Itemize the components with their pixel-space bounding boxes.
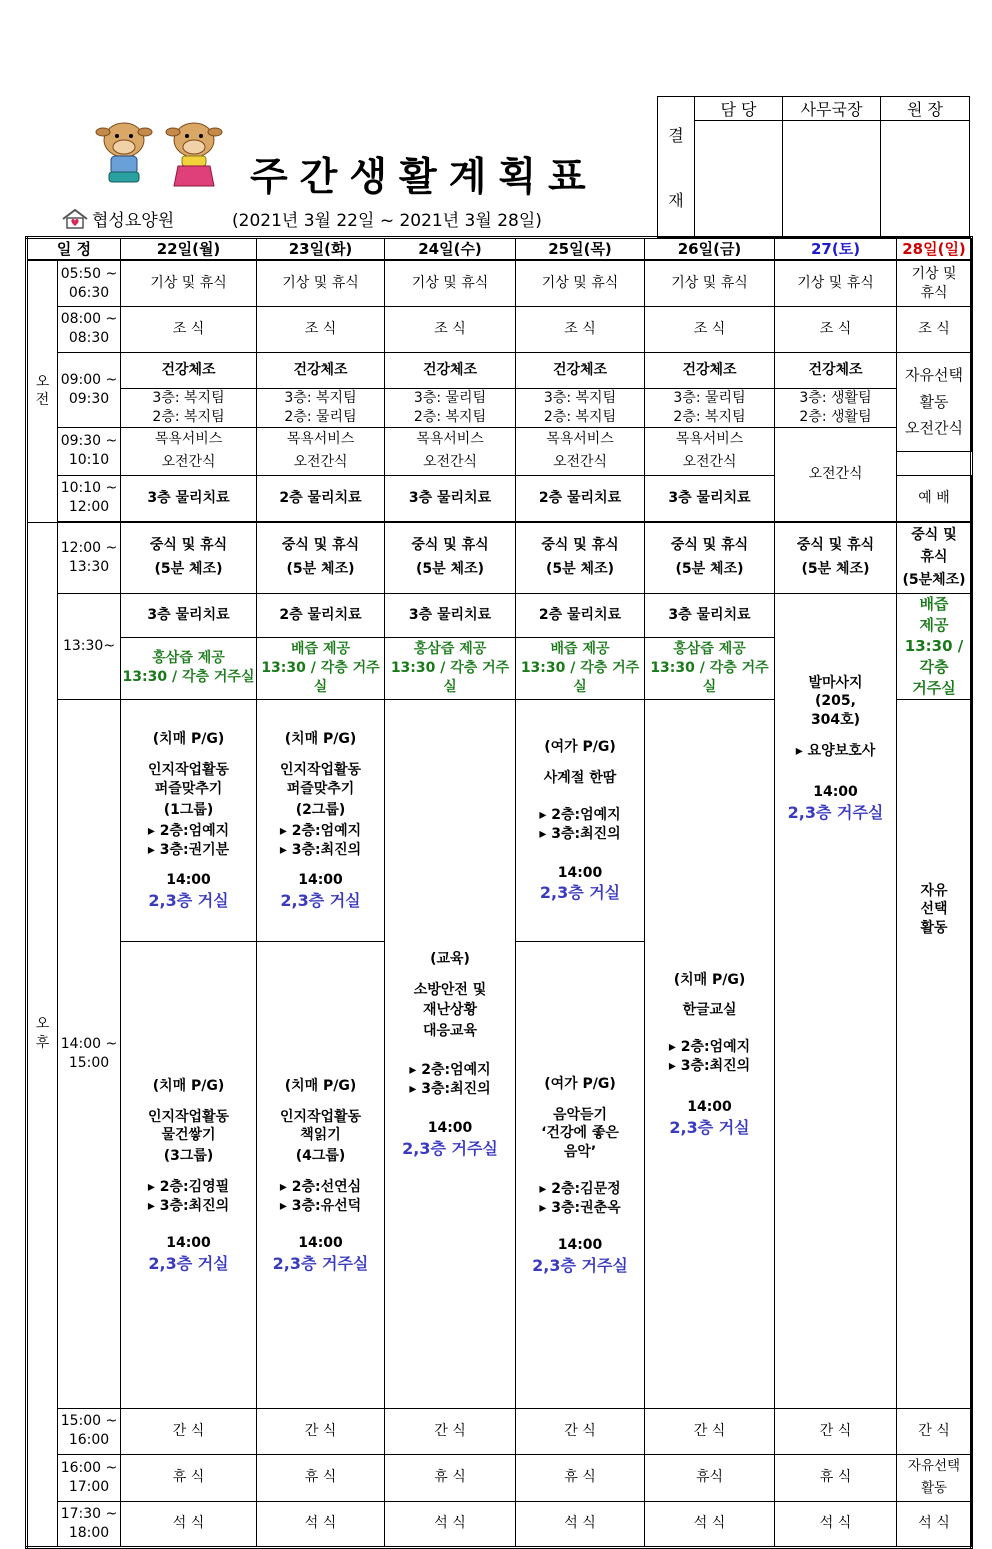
breakfast-mon: 조 식 (121, 306, 257, 352)
wake-mon: 기상 및 휴식 (121, 260, 257, 306)
time-slot: 08:00 ~ 08:30 (58, 306, 121, 352)
page-header (0, 0, 992, 236)
snack-wed: 간 식 (385, 1408, 516, 1454)
day-header-wed: 24일(수) (385, 238, 516, 261)
day-header-tue: 23일(화) (257, 238, 385, 261)
bath-fri: 목욕서비스 (645, 427, 775, 451)
lunch-sun: 중식 및 휴식 (5분체조) (897, 522, 972, 593)
approval-role-manager: 담 당 (695, 97, 783, 121)
worship-sun: 예 배 (897, 475, 972, 521)
team-fri: 3층: 물리팀 2층: 복지팀 (645, 388, 775, 427)
breakfast-thu: 조 식 (516, 306, 645, 352)
snack-sat: 간 식 (775, 1408, 897, 1454)
house-heart-icon (62, 209, 88, 229)
program-thu-leisure1: (여가 P/G) 사계절 한땀 ▸ 2층:엄예지 ▸ 3층:최진의 14:00 2,3층 거실 (516, 699, 645, 941)
am-snack-wed: 오전간식 (385, 451, 516, 475)
dinner-tue: 석 식 (257, 1501, 385, 1547)
dinner-sat: 석 식 (775, 1501, 897, 1547)
time-slot: 14:00 ~ 15:00 (58, 699, 121, 1408)
time-slot: 15:00 ~ 16:00 (58, 1408, 121, 1454)
physio-am-mon: 3층 물리치료 (121, 475, 257, 521)
approval-side-label: 결 재 (658, 97, 695, 238)
wake-sun: 기상 및 휴식 (897, 260, 972, 306)
time-slot: 17:30 ~ 18:00 (58, 1501, 121, 1547)
time-slot: 12:00 ~ 13:30 (58, 522, 121, 593)
time-slot: 09:30 ~ 10:10 (58, 427, 121, 475)
exercise-tue: 건강체조 (257, 352, 385, 388)
sun-juice: 배즙 제공 13:30 / 각층 거주실 (897, 593, 972, 699)
exercise-sat: 건강체조 (775, 352, 897, 388)
time-slot: 05:50 ~ 06:30 (58, 260, 121, 306)
juice-fri: 홍삼즙 제공 13:30 / 각층 거주실 (645, 638, 775, 699)
dinner-fri: 석 식 (645, 1501, 775, 1547)
physio-am-tue: 2층 물리치료 (257, 475, 385, 521)
rest-mon: 휴 식 (121, 1454, 257, 1501)
time-slot: 10:10 ~ 12:00 (58, 475, 121, 521)
program-wed-education: (교육) 소방안전 및 재난상황 대응교육 ▸ 2층:엄예지 ▸ 3층:최진의 14:00 2,3층 거주실 (385, 699, 516, 1408)
rest-thu: 휴 식 (516, 1454, 645, 1501)
snack-fri: 간 식 (645, 1408, 775, 1454)
dinner-sun: 석 식 (897, 1501, 972, 1547)
breakfast-fri: 조 식 (645, 306, 775, 352)
am-label: 오 전 (27, 260, 58, 522)
exercise-thu: 건강체조 (516, 352, 645, 388)
physio-pm-mon: 3층 물리치료 (121, 593, 257, 638)
approval-role-director: 원 장 (881, 97, 970, 121)
wake-tue: 기상 및 휴식 (257, 260, 385, 306)
lunch-tue: 중식 및 휴식 (5분 체조) (257, 522, 385, 593)
header-label: 일 정 (27, 238, 121, 261)
program-mon-group1: (치매 P/G) 인지작업활동 퍼즐맞추기 (1그룹) ▸ 2층:엄예지 ▸ 3층:권기분 14:00 2,3층 거실 (121, 699, 257, 941)
team-tue: 3층: 복지팀 2층: 물리팀 (257, 388, 385, 427)
day-header-thu: 25일(목) (516, 238, 645, 261)
rest-tue: 휴 식 (257, 1454, 385, 1501)
dinner-wed: 석 식 (385, 1501, 516, 1547)
physio-am-thu: 2층 물리치료 (516, 475, 645, 521)
exercise-mon: 건강체조 (121, 352, 257, 388)
juice-wed: 홍삼즙 제공 13:30 / 각층 거주실 (385, 638, 516, 699)
juice-tue: 배즙 제공 13:30 / 각층 거주실 (257, 638, 385, 699)
day-header-sun: 28일(일) (897, 238, 972, 261)
cow-mascot-boy-icon (94, 112, 154, 190)
time-slot: 16:00 ~ 17:00 (58, 1454, 121, 1501)
physio-am-fri: 3층 물리치료 (645, 475, 775, 521)
lunch-mon: 중식 및 휴식 (5분 체조) (121, 522, 257, 593)
physio-am-wed: 3층 물리치료 (385, 475, 516, 521)
page-title: 주간생활계획표 (250, 155, 598, 200)
breakfast-wed: 조 식 (385, 306, 516, 352)
rest-wed: 휴 식 (385, 1454, 516, 1501)
approval-sign-director[interactable] (881, 121, 970, 238)
approval-sign-manager[interactable] (695, 121, 783, 238)
program-mon-group3: (치매 P/G) 인지작업활동 물건쌓기 (3그룹) ▸ 2층:김영필 ▸ 3층:최진의 14:00 2,3층 거실 (121, 941, 257, 1408)
am-snack-thu: 오전간식 (516, 451, 645, 475)
exercise-fri: 건강체조 (645, 352, 775, 388)
dinner-mon: 석 식 (121, 1501, 257, 1547)
lunch-wed: 중식 및 휴식 (5분 체조) (385, 522, 516, 593)
team-wed: 3층: 물리팀 2층: 복지팀 (385, 388, 516, 427)
am-snack-tue: 오전간식 (257, 451, 385, 475)
org-label: 협성요양원 (92, 211, 175, 231)
am-snack-fri: 오전간식 (645, 451, 775, 475)
day-header-sat: 27(토) (775, 238, 897, 261)
dinner-thu: 석 식 (516, 1501, 645, 1547)
snack-thu: 간 식 (516, 1408, 645, 1454)
juice-mon: 홍삼즙 제공 13:30 / 각층 거주실 (121, 638, 257, 699)
bath-tue: 목욕서비스 (257, 427, 385, 451)
bath-mon: 목욕서비스 (121, 427, 257, 451)
approval-sign-secretary[interactable] (783, 121, 881, 238)
rest-sat: 휴 식 (775, 1454, 897, 1501)
wake-thu: 기상 및 휴식 (516, 260, 645, 306)
snack-tue: 간 식 (257, 1408, 385, 1454)
physio-pm-thu: 2층 물리치료 (516, 593, 645, 638)
program-fri-hangul: (치매 P/G) 한글교실 ▸ 2층:엄예지 ▸ 3층:최진의 14:00 2,3층 거실 (645, 699, 775, 1408)
cow-mascot-girl-icon (164, 112, 224, 190)
wake-fri: 기상 및 휴식 (645, 260, 775, 306)
approval-role-secretary: 사무국장 (783, 97, 881, 121)
lunch-sat: 중식 및 휴식 (5분 체조) (775, 522, 897, 593)
program-thu-leisure2: (여가 P/G) 음악듣기 ‘건강에 좋은 음악’ ▸ 2층:김문정 ▸ 3층:권춘옥 14:00 2,3층 거주실 (516, 941, 645, 1408)
day-header-mon: 22일(월) (121, 238, 257, 261)
wake-wed: 기상 및 휴식 (385, 260, 516, 306)
bath-wed: 목욕서비스 (385, 427, 516, 451)
program-tue-group4: (치매 P/G) 인지작업활동 책읽기 (4그룹) ▸ 2층:선연심 ▸ 3층:유선덕 14:00 2,3층 거주실 (257, 941, 385, 1408)
org-name (62, 206, 174, 231)
am-snack-mon: 오전간식 (121, 451, 257, 475)
bath-thu: 목욕서비스 (516, 427, 645, 451)
team-thu: 3층: 복지팀 2층: 복지팀 (516, 388, 645, 427)
snack-mon: 간 식 (121, 1408, 257, 1454)
time-slot: 09:00 ~ 09:30 (58, 352, 121, 427)
lunch-fri: 중식 및 휴식 (5분 체조) (645, 522, 775, 593)
am-snack-sat: 오전간식 (775, 427, 897, 521)
breakfast-tue: 조 식 (257, 306, 385, 352)
rest-sun: 자유선택 활동 (897, 1454, 972, 1501)
program-tue-group2: (치매 P/G) 인지작업활동 퍼즐맞추기 (2그룹) ▸ 2층:엄예지 ▸ 3층:최진의 14:00 2,3층 거실 (257, 699, 385, 941)
juice-thu: 배즙 제공 13:30 / 각층 거주실 (516, 638, 645, 699)
breakfast-sun: 조 식 (897, 306, 972, 352)
physio-pm-tue: 2층 물리치료 (257, 593, 385, 638)
snack-sun: 간 식 (897, 1408, 972, 1454)
sat-foot-massage: 발마사지 (205, 304호) ▸ 요양보호사 14:00 2,3층 거주실 (775, 593, 897, 1408)
rest-fri: 휴식 (645, 1454, 775, 1501)
schedule-period: (2021년 3월 22일 ~ 2021년 3월 28일) (232, 211, 542, 231)
physio-pm-fri: 3층 물리치료 (645, 593, 775, 638)
physio-pm-wed: 3층 물리치료 (385, 593, 516, 638)
pm-label: 오 후 (27, 522, 58, 1547)
team-mon: 3층: 복지팀 2층: 복지팀 (121, 388, 257, 427)
sun-morning-activity: 자유선택 활동 오전간식 (897, 352, 972, 451)
day-header-fri: 26일(금) (645, 238, 775, 261)
lunch-thu: 중식 및 휴식 (5분 체조) (516, 522, 645, 593)
team-sat: 3층: 생활팀 2층: 생활팀 (775, 388, 897, 427)
time-slot: 13:30~ (58, 593, 121, 699)
sun-free-activity: 자유 선택 활동 (897, 699, 972, 1408)
wake-sat: 기상 및 휴식 (775, 260, 897, 306)
breakfast-sat: 조 식 (775, 306, 897, 352)
exercise-wed: 건강체조 (385, 352, 516, 388)
approval-box (657, 96, 970, 238)
weekly-schedule-table (25, 236, 973, 1549)
